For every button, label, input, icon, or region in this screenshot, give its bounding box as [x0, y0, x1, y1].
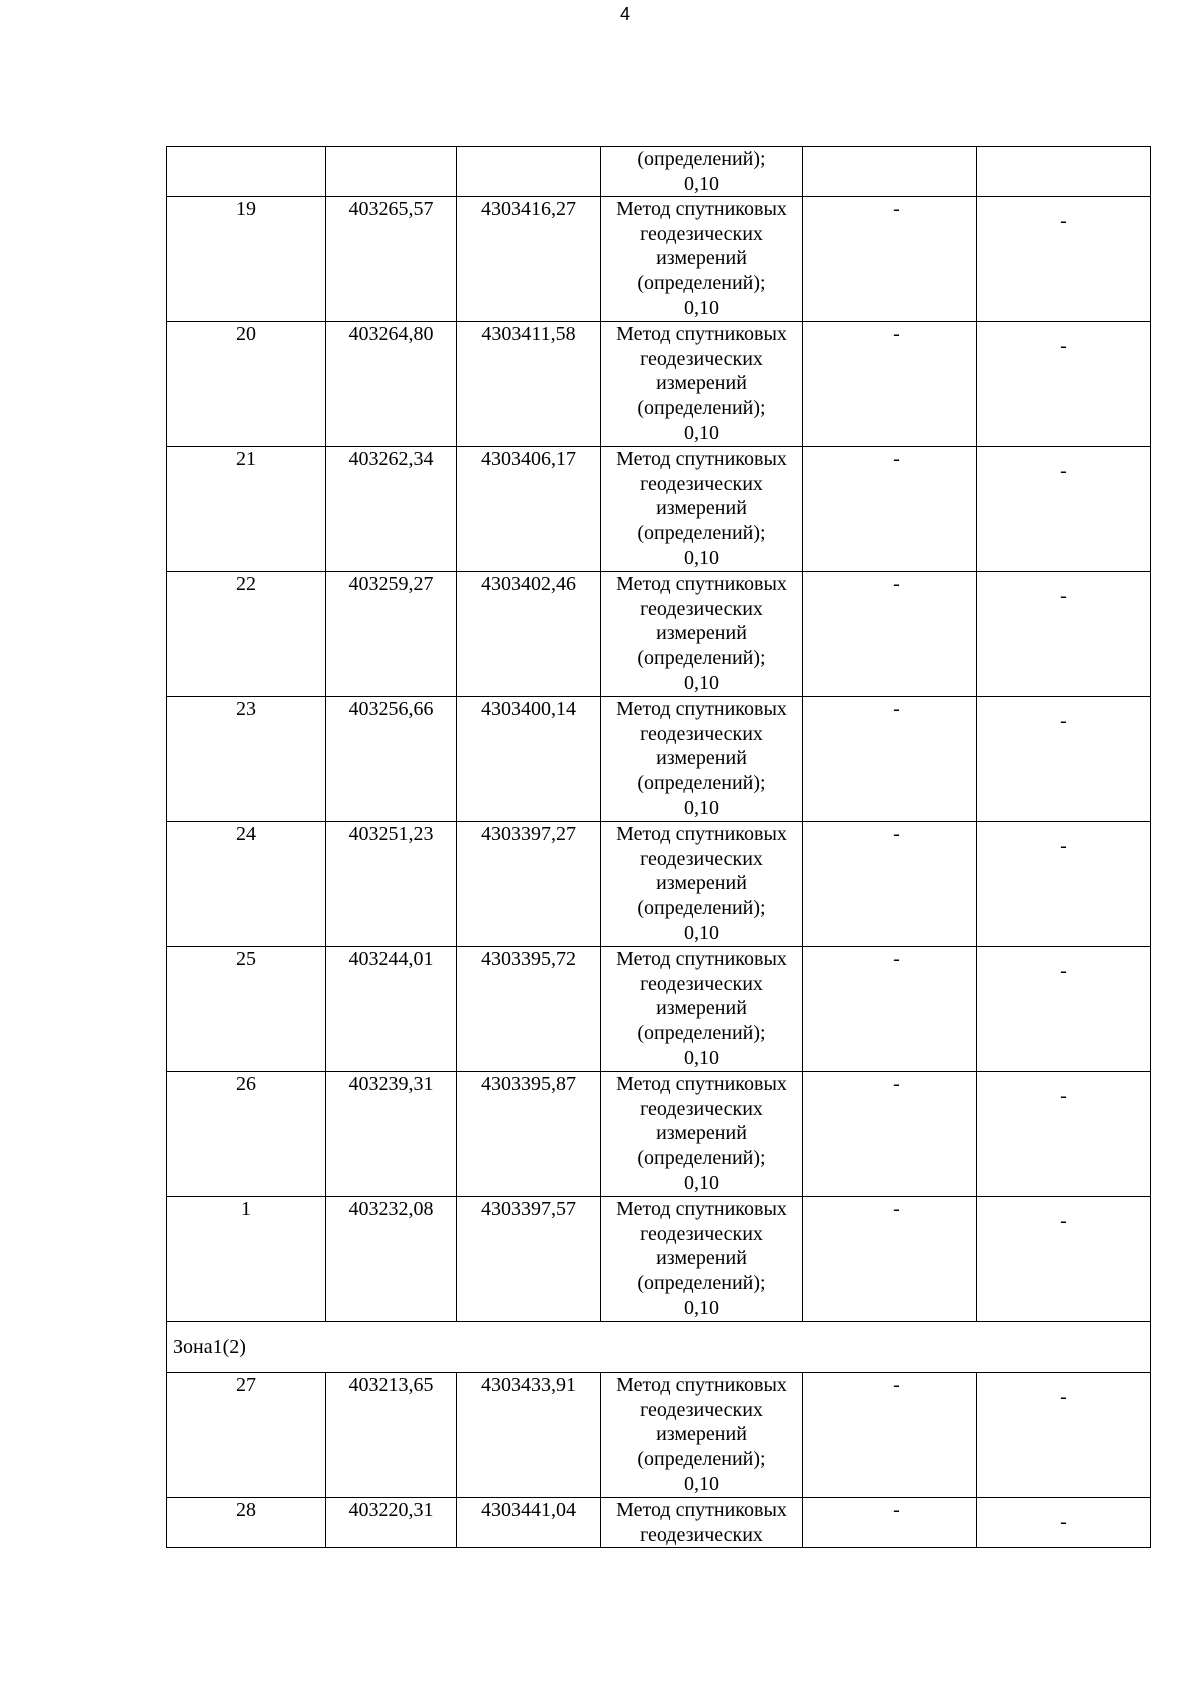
method-line: измерений	[656, 1423, 747, 1446]
description-cell	[803, 697, 977, 822]
description-value: -	[893, 448, 900, 471]
point-number: 27	[236, 1374, 256, 1397]
x-coordinate-cell	[326, 947, 457, 1072]
description-cell	[803, 447, 977, 572]
method-line: 0,10	[684, 1046, 719, 1069]
x-coordinate-cell	[326, 322, 457, 447]
coordinates-table	[166, 146, 1151, 1548]
method-line: 0,10	[684, 796, 719, 819]
y-coordinate-cell	[457, 1373, 601, 1498]
method-line: (определений);	[637, 1271, 766, 1294]
description-value: -	[893, 698, 900, 721]
method-cell	[601, 947, 803, 1072]
method-line: геодезических	[640, 222, 763, 245]
zone-label: Зона1(2)	[167, 1322, 1151, 1373]
x-coordinate: 403264,80	[348, 323, 434, 346]
point-number-cell	[167, 197, 326, 322]
note-cell	[977, 1072, 1151, 1197]
note-value: -	[1060, 335, 1067, 358]
x-coordinate-cell	[326, 1197, 457, 1322]
table-row	[167, 1072, 1151, 1197]
method-line: 0,10	[684, 546, 719, 569]
method-line: (определений);	[637, 771, 766, 794]
method-cell	[601, 822, 803, 947]
note-cell	[977, 822, 1151, 947]
point-number-cell	[167, 572, 326, 697]
note-cell	[977, 1373, 1151, 1498]
method-cell	[601, 1072, 803, 1197]
y-coordinate: 4303406,17	[481, 448, 576, 471]
method-cell	[601, 1498, 803, 1548]
x-coordinate-cell	[326, 572, 457, 697]
x-coordinate: 403256,66	[348, 698, 434, 721]
point-number: 24	[236, 823, 256, 846]
y-coordinate: 4303400,14	[481, 698, 576, 721]
method-line: Метод спутниковых	[616, 823, 787, 846]
x-coordinate: 403259,27	[348, 573, 434, 596]
note-cell	[977, 697, 1151, 822]
point-number-cell	[167, 322, 326, 447]
method-line: (определений);	[637, 396, 766, 419]
description-value: -	[893, 1499, 900, 1522]
method-cell	[601, 697, 803, 822]
method-line: 0,10	[684, 172, 719, 195]
method-line: геодезических	[640, 597, 763, 620]
method-line: измерений	[656, 247, 747, 270]
method-line: измерений	[656, 372, 747, 395]
method-line: 0,10	[684, 921, 719, 944]
y-coordinate: 4303433,91	[481, 1374, 576, 1397]
table-row	[167, 322, 1151, 447]
method-line: измерений	[656, 497, 747, 520]
point-number-cell	[167, 1197, 326, 1322]
y-coordinate-cell	[457, 947, 601, 1072]
point-number: 25	[236, 948, 256, 971]
y-coordinate: 4303395,87	[481, 1073, 576, 1096]
method-line: Метод спутниковых	[616, 1073, 787, 1096]
note-cell	[977, 947, 1151, 1072]
point-number: 20	[236, 323, 256, 346]
description-cell	[803, 197, 977, 322]
method-line: Метод спутниковых	[616, 1499, 787, 1522]
method-line: Метод спутниковых	[616, 573, 787, 596]
method-line: геодезических	[640, 1222, 763, 1245]
method-cell	[601, 147, 803, 197]
method-line: геодезических	[640, 722, 763, 745]
method-cell	[601, 197, 803, 322]
note-cell	[977, 197, 1151, 322]
y-coordinate-cell	[457, 1072, 601, 1197]
method-line: измерений	[656, 622, 747, 645]
y-coordinate-cell	[457, 1498, 601, 1548]
description-cell	[803, 1373, 977, 1498]
x-coordinate: 403220,31	[348, 1499, 434, 1522]
x-coordinate: 403232,08	[348, 1198, 434, 1221]
method-line: геодезических	[640, 472, 763, 495]
table-row	[167, 572, 1151, 697]
description-value: -	[893, 1073, 900, 1096]
point-number: 1	[241, 1198, 251, 1221]
point-number: 26	[236, 1073, 256, 1096]
table-row	[167, 197, 1151, 322]
note-value: -	[1060, 960, 1067, 983]
y-coordinate: 4303441,04	[481, 1499, 576, 1522]
note-value: -	[1060, 1511, 1067, 1534]
x-coordinate: 403239,31	[348, 1073, 434, 1096]
table-row	[167, 697, 1151, 822]
note-value: -	[1060, 1085, 1067, 1108]
method-line: геодезических	[640, 347, 763, 370]
y-coordinate: 4303395,72	[481, 948, 576, 971]
table-row	[167, 822, 1151, 947]
method-line: (определений);	[637, 646, 766, 669]
method-cell	[601, 447, 803, 572]
description-cell	[803, 822, 977, 947]
x-coordinate: 403213,65	[348, 1374, 434, 1397]
point-number: 28	[236, 1499, 256, 1522]
method-line: геодезических	[640, 1523, 763, 1546]
method-line: геодезических	[640, 972, 763, 995]
method-line: 0,10	[684, 1472, 719, 1495]
description-value: -	[893, 823, 900, 846]
method-line: измерений	[656, 1122, 747, 1145]
y-coordinate: 4303402,46	[481, 573, 576, 596]
x-coordinate-cell	[326, 197, 457, 322]
method-line: Метод спутниковых	[616, 448, 787, 471]
method-line: геодезических	[640, 1097, 763, 1120]
note-value: -	[1060, 1210, 1067, 1233]
method-line: 0,10	[684, 671, 719, 694]
description-cell	[803, 322, 977, 447]
method-line: Метод спутниковых	[616, 1198, 787, 1221]
method-cell	[601, 572, 803, 697]
table-row	[167, 447, 1151, 572]
description-cell	[803, 1072, 977, 1197]
method-line: Метод спутниковых	[616, 1374, 787, 1397]
method-line: (определений);	[637, 148, 766, 170]
point-number-cell	[167, 147, 326, 197]
description-value: -	[893, 573, 900, 596]
table-row	[167, 1197, 1151, 1322]
description-value: -	[893, 948, 900, 971]
x-coordinate: 403262,34	[348, 448, 434, 471]
x-coordinate-cell	[326, 1373, 457, 1498]
point-number-cell	[167, 822, 326, 947]
description-cell	[803, 1197, 977, 1322]
point-number-cell	[167, 1373, 326, 1498]
description-value: -	[893, 1374, 900, 1397]
table-row	[167, 1373, 1151, 1498]
note-value: -	[1060, 1386, 1067, 1409]
method-line: 0,10	[684, 1171, 719, 1194]
description-value: -	[893, 323, 900, 346]
method-line: измерений	[656, 997, 747, 1020]
y-coordinate-cell	[457, 697, 601, 822]
x-coordinate-cell	[326, 447, 457, 572]
zone-row	[167, 1322, 1151, 1373]
method-line: (определений);	[637, 1447, 766, 1470]
y-coordinate: 4303411,58	[481, 323, 576, 346]
x-coordinate: 403244,01	[348, 948, 434, 971]
x-coordinate-cell	[326, 1498, 457, 1548]
note-cell	[977, 147, 1151, 197]
y-coordinate-cell	[457, 322, 601, 447]
method-line: измерений	[656, 1247, 747, 1270]
page-number: 4	[619, 4, 630, 24]
method-line: Метод спутниковых	[616, 323, 787, 346]
method-line: Метод спутниковых	[616, 698, 787, 721]
note-value: -	[1060, 710, 1067, 733]
point-number: 23	[236, 698, 256, 721]
x-coordinate: 403265,57	[348, 198, 434, 221]
method-line: Метод спутниковых	[616, 198, 787, 221]
y-coordinate-cell	[457, 822, 601, 947]
note-cell	[977, 572, 1151, 697]
method-line: 0,10	[684, 296, 719, 319]
y-coordinate: 4303397,57	[481, 1198, 576, 1221]
table-row-continued	[167, 147, 1151, 197]
method-line: 0,10	[684, 421, 719, 444]
description-cell	[803, 147, 977, 197]
point-number-cell	[167, 697, 326, 822]
y-coordinate-cell	[457, 147, 601, 197]
point-number-cell	[167, 947, 326, 1072]
method-line: геодезических	[640, 847, 763, 870]
y-coordinate-cell	[457, 1197, 601, 1322]
description-cell	[803, 572, 977, 697]
method-line: геодезических	[640, 1398, 763, 1421]
method-line: (определений);	[637, 271, 766, 294]
note-cell	[977, 447, 1151, 572]
y-coordinate: 4303416,27	[481, 198, 576, 221]
y-coordinate-cell	[457, 197, 601, 322]
x-coordinate-cell	[326, 1072, 457, 1197]
method-line: (определений);	[637, 1021, 766, 1044]
note-value: -	[1060, 210, 1067, 233]
method-cell	[601, 322, 803, 447]
point-number: 22	[236, 573, 256, 596]
coordinates-table-body	[167, 147, 1151, 1548]
point-number: 19	[236, 198, 256, 221]
method-cell	[601, 1197, 803, 1322]
x-coordinate-cell	[326, 822, 457, 947]
y-coordinate: 4303397,27	[481, 823, 576, 846]
note-value: -	[1060, 835, 1067, 858]
note-value: -	[1060, 460, 1067, 483]
method-line: (определений);	[637, 1146, 766, 1169]
point-number-cell	[167, 1498, 326, 1548]
x-coordinate: 403251,23	[348, 823, 434, 846]
note-cell	[977, 1197, 1151, 1322]
method-line: (определений);	[637, 896, 766, 919]
description-cell	[803, 947, 977, 1072]
note-cell	[977, 1498, 1151, 1548]
method-line: измерений	[656, 872, 747, 895]
description-value: -	[893, 1198, 900, 1221]
method-line: измерений	[656, 747, 747, 770]
table-row	[167, 1498, 1151, 1548]
method-line: Метод спутниковых	[616, 948, 787, 971]
x-coordinate-cell	[326, 147, 457, 197]
note-cell	[977, 322, 1151, 447]
method-cell	[601, 1373, 803, 1498]
table-row	[167, 947, 1151, 1072]
description-value: -	[893, 198, 900, 221]
description-cell	[803, 1498, 977, 1548]
point-number-cell	[167, 447, 326, 572]
x-coordinate-cell	[326, 697, 457, 822]
point-number: 21	[236, 448, 256, 471]
y-coordinate-cell	[457, 447, 601, 572]
method-line: (определений);	[637, 521, 766, 544]
method-line: 0,10	[684, 1296, 719, 1319]
point-number-cell	[167, 1072, 326, 1197]
note-value: -	[1060, 585, 1067, 608]
y-coordinate-cell	[457, 572, 601, 697]
